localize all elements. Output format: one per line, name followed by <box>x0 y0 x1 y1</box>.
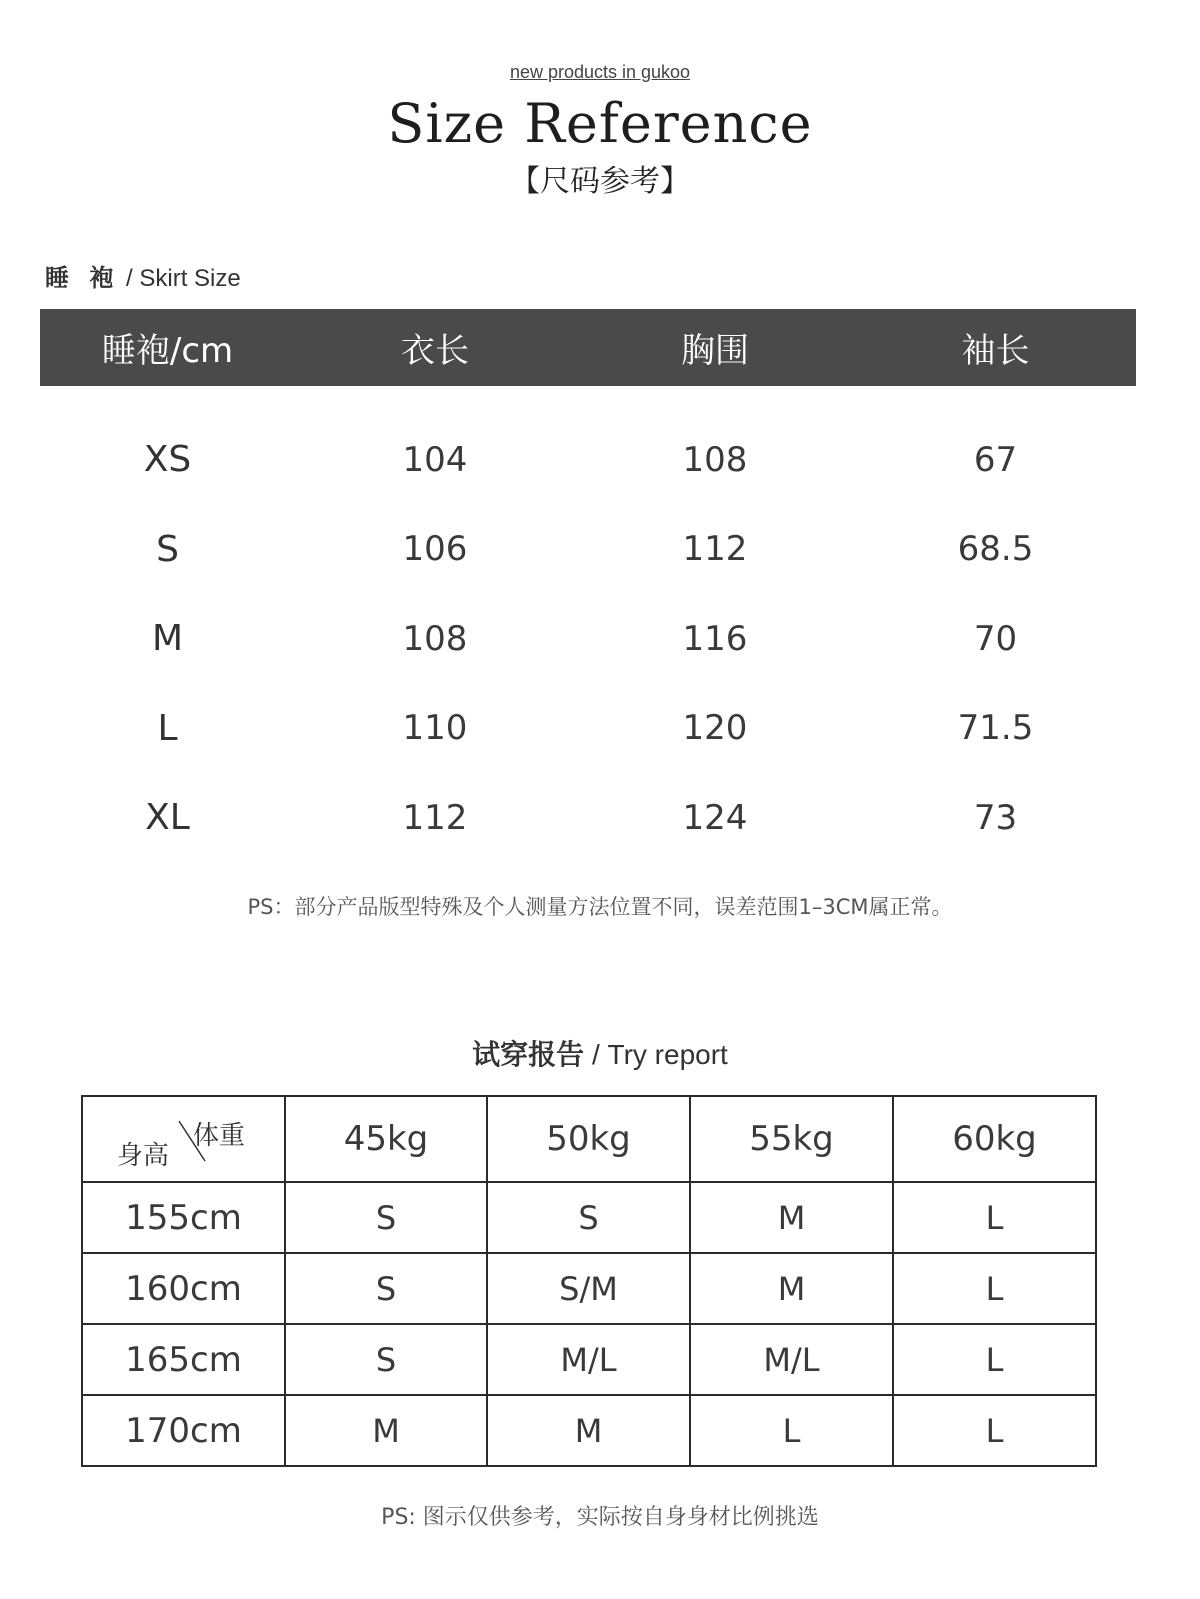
chest-cell: 108 <box>682 439 748 480</box>
height-cell: 170cm <box>82 1395 285 1466</box>
size-table-row <box>40 773 1136 863</box>
try-table-header <box>82 1096 1096 1182</box>
try-table-row <box>82 1253 1096 1324</box>
try-section-label-en: / Try report <box>584 1039 728 1070</box>
size-table-row <box>40 415 1136 505</box>
size-header-cell: 袖长 <box>961 331 1030 371</box>
length-cell: 112 <box>402 797 468 838</box>
corner-cell <box>82 1096 285 1182</box>
chest-cell: 116 <box>682 618 748 659</box>
fit-cell: L <box>893 1182 1096 1253</box>
fit-cell: M <box>285 1395 487 1466</box>
size-header-cell: 睡袍/cm <box>101 331 234 371</box>
sleeve-cell: 68.5 <box>957 529 1034 570</box>
size-header-cell: 衣长 <box>401 331 469 371</box>
try-section-label <box>0 1033 1200 1073</box>
size-cell: XS <box>143 439 192 481</box>
height-cell: 165cm <box>82 1324 285 1395</box>
try-table-row <box>82 1395 1096 1466</box>
fit-cell: M/L <box>487 1324 690 1395</box>
size-cell: M <box>151 618 184 660</box>
fit-cell: L <box>893 1395 1096 1466</box>
page-title: Size Reference <box>387 92 813 155</box>
try-note: PS: 图示仅供参考，实际按自身身材比例挑选 <box>381 1505 819 1530</box>
diagonal-divider <box>83 1097 286 1181</box>
weight-header-cell: 60kg <box>893 1096 1096 1182</box>
size-header-cell: 胸围 <box>681 331 749 371</box>
fit-cell: S <box>285 1324 487 1395</box>
sleeve-cell: 67 <box>973 439 1018 480</box>
fit-cell: S <box>487 1182 690 1253</box>
try-table-row <box>82 1324 1096 1395</box>
fit-cell: S <box>285 1253 487 1324</box>
sleeve-cell: 73 <box>973 797 1018 838</box>
length-cell: 110 <box>402 708 468 749</box>
length-cell: 108 <box>402 618 468 659</box>
fit-cell: M/L <box>690 1324 893 1395</box>
sleeve-cell: 70 <box>973 618 1018 659</box>
size-cell: L <box>157 707 178 749</box>
height-cell: 155cm <box>82 1182 285 1253</box>
try-section-label-zh: 试穿报告 <box>472 1038 585 1071</box>
size-table-row <box>40 684 1136 774</box>
fit-cell: L <box>893 1253 1096 1324</box>
fit-cell: M <box>690 1253 893 1324</box>
size-table-body <box>40 415 1136 863</box>
size-table-row <box>40 505 1136 595</box>
fit-cell: S <box>285 1182 487 1253</box>
weight-header-cell: 55kg <box>690 1096 893 1182</box>
size-section-label <box>45 258 241 293</box>
try-table-row <box>82 1182 1096 1253</box>
weight-header-cell: 50kg <box>487 1096 690 1182</box>
fit-cell: S/M <box>487 1253 690 1324</box>
size-cell: XL <box>145 797 190 839</box>
try-report-table <box>81 1095 1097 1467</box>
size-note: PS：部分产品版型特殊及个人测量方法位置不同，误差范围1–3CM属正常。 <box>247 895 953 919</box>
chest-cell: 120 <box>682 708 748 749</box>
size-table-row <box>40 594 1136 684</box>
fit-cell: M <box>487 1395 690 1466</box>
size-section-label-en: / Skirt Size <box>119 265 241 292</box>
corner-height-label: 身高 <box>117 1141 170 1171</box>
height-cell: 160cm <box>82 1253 285 1324</box>
fit-cell: M <box>690 1182 893 1253</box>
corner-weight-label: 体重 <box>193 1121 246 1151</box>
kicker-text: new products in gukoo <box>509 62 691 82</box>
size-section-label-zh: 睡 袍 <box>45 264 120 292</box>
weight-header-cell: 45kg <box>285 1096 487 1182</box>
size-cell: S <box>156 528 179 570</box>
page-subtitle: 【尺码参考】 <box>510 164 690 199</box>
sleeve-cell: 71.5 <box>957 708 1034 749</box>
fit-cell: L <box>893 1324 1096 1395</box>
length-cell: 106 <box>402 529 468 570</box>
fit-cell: L <box>690 1395 893 1466</box>
chest-cell: 124 <box>682 797 748 838</box>
chest-cell: 112 <box>682 529 748 570</box>
size-table-header <box>40 309 1136 386</box>
length-cell: 104 <box>402 439 468 480</box>
